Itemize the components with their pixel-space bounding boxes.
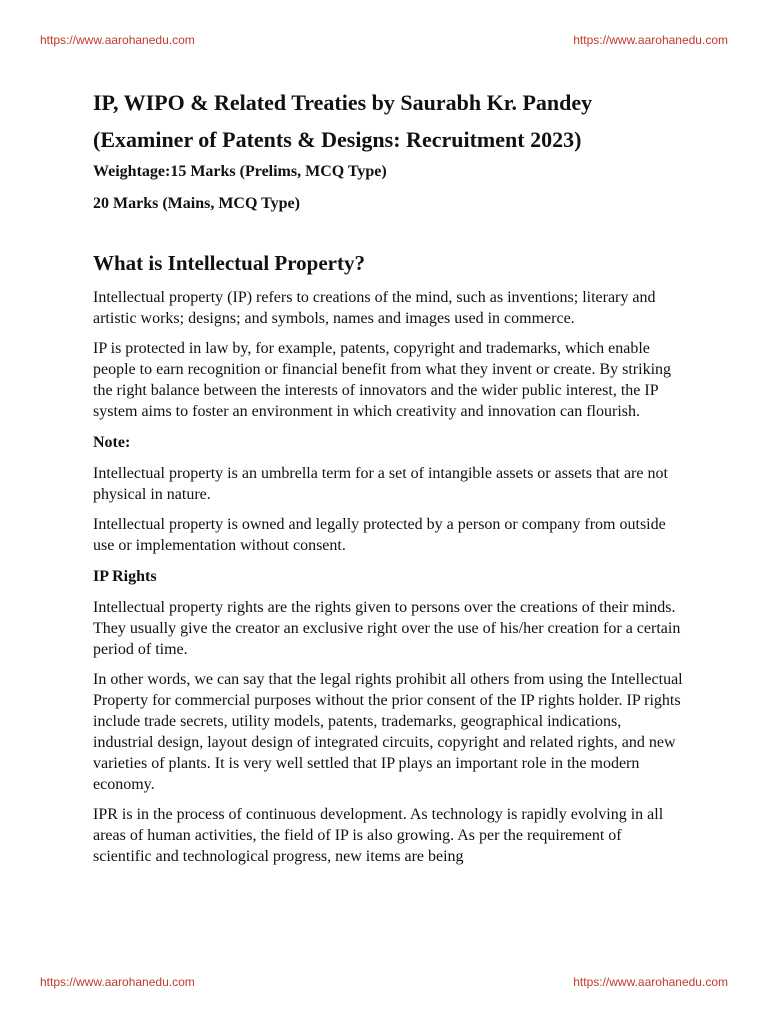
paragraph-4: Intellectual property is owned and legally protected by a person or company from outside use or implementation without consent. (93, 516, 666, 554)
paragraph-6: In other words, we can say that the legal rights prohibit all others from using the Intellectual Property for commercial purposes without the prior consent of the IP rights holder. IP rights include trade secrets, utility models, patents, trademarks, geographical indications, industrial design, layout design of integrated circuits, copyright and related rights, and new varieties of plants. It is very well settled that IP plays an important role in the modern economy. (93, 671, 683, 793)
doc-title-line1: IP, WIPO & Related Treaties by Saurabh Kr. Pandey (93, 90, 593, 115)
paragraph-5: Intellectual property rights are the rights given to persons over the creations of their minds. They usually give the creator an exclusive right over the use of his/her creation for a certain period of time. (93, 599, 681, 658)
paragraph-3: Intellectual property is an umbrella term for a set of intangible assets or assets that are not physical in nature. (93, 465, 668, 503)
weightage-mains: 20 Marks (Mains, MCQ Type) (93, 195, 300, 212)
doc-title-line2: (Examiner of Patents & Designs: Recruitment 2023) (93, 127, 582, 152)
footer-link-right[interactable]: https://www.aarohanedu.com (573, 975, 728, 989)
document-body (93, 86, 683, 867)
header-link-left[interactable]: https://www.aarohanedu.com (40, 33, 195, 47)
footer-link-left[interactable]: https://www.aarohanedu.com (40, 975, 195, 989)
weightage-prelims: Weightage:15 Marks (Prelims, MCQ Type) (93, 163, 387, 180)
note-label: Note: (93, 434, 131, 451)
header-link-right[interactable]: https://www.aarohanedu.com (573, 33, 728, 47)
paragraph-2: IP is protected in law by, for example, patents, copyright and trademarks, which enable people to earn recognition or financial benefit from what they invent or create. By striking the right balance between the interests of innovators and the wider public interest, the IP system aims to foster an environment in which creativity and innovation can flourish. (93, 340, 672, 420)
ip-rights-label: IP Rights (93, 568, 157, 585)
section-heading: What is Intellectual Property? (93, 251, 365, 275)
paragraph-7: IPR is in the process of continuous development. As technology is rapidly evolving in all areas of human activities, the field of IP is also growing. As per the requirement of scientific and technological progress, new items are being (93, 806, 664, 865)
paragraph-1: Intellectual property (IP) refers to creations of the mind, such as inventions; literary and artistic works; designs; and symbols, names and images used in commerce. (93, 289, 656, 327)
